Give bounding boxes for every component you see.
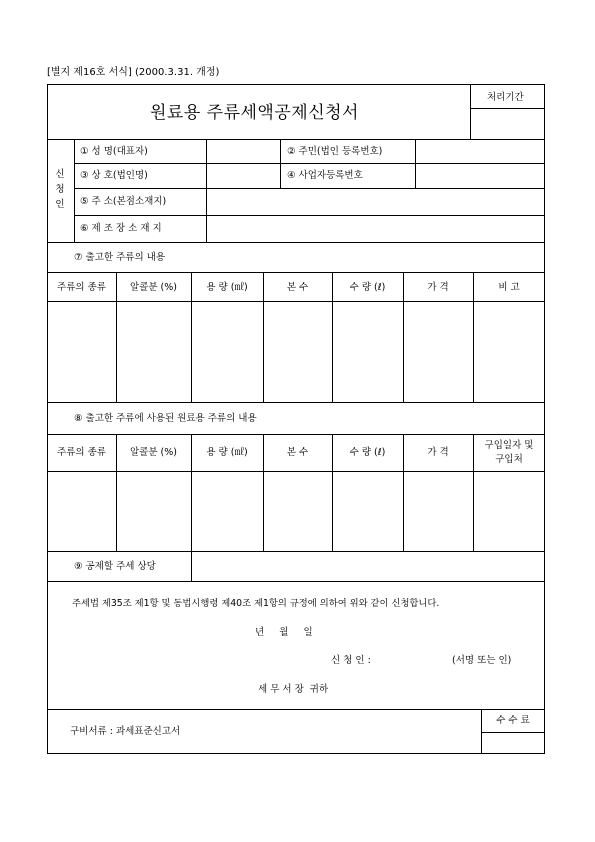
s8-cell-liquor-type[interactable] xyxy=(48,472,115,550)
s7-col-quantity: 수 량 (ℓ) xyxy=(349,282,386,293)
s8-col-liquor-type: 주류의 종류 xyxy=(57,447,106,458)
s7-col-volume: 용 량 (㎖) xyxy=(206,282,248,293)
biz-reg-field[interactable] xyxy=(416,164,544,187)
s8-col-quantity: 수 량 (ℓ) xyxy=(349,447,386,458)
form-number-note: [별지 제16호 서식] (2000.3.31. 개정) xyxy=(47,67,220,78)
s7-cell-bottles[interactable] xyxy=(264,302,331,401)
name-label: ① 성 명(대표자) xyxy=(80,146,148,157)
company-label: ③ 상 호(법인명) xyxy=(80,170,148,181)
section7-title: ⑦ 출고한 주류의 내용 xyxy=(74,252,165,263)
s7-cell-price[interactable] xyxy=(404,302,472,401)
fee-label: 수 수 료 xyxy=(496,715,530,726)
s7-cell-volume[interactable] xyxy=(192,302,262,401)
s8-cell-volume[interactable] xyxy=(192,472,262,550)
s7-cell-alcohol[interactable] xyxy=(117,302,190,401)
addressee: 세 무 서 장 귀하 xyxy=(258,684,329,695)
divider xyxy=(47,242,545,243)
divider xyxy=(280,139,281,188)
s7-cell-liquor-type[interactable] xyxy=(48,302,115,401)
factory-location-field[interactable] xyxy=(207,216,544,241)
processing-period-label: 처리기간 xyxy=(487,92,524,103)
section9-title: ⑨ 공제할 주세 상당 xyxy=(74,561,156,572)
s7-col-price: 가 격 xyxy=(427,282,449,293)
date-line: 년 월 일 xyxy=(255,627,313,638)
s8-cell-quantity[interactable] xyxy=(333,472,402,550)
s8-col-purchase-source: 구입처 xyxy=(495,454,523,465)
s8-cell-alcohol[interactable] xyxy=(117,472,190,550)
s8-cell-bottles[interactable] xyxy=(264,472,331,550)
factory-location-label: ⑥ 제 조 장 소 재 지 xyxy=(80,223,162,234)
s7-cell-remarks[interactable] xyxy=(474,302,544,401)
s7-col-bottles: 본 수 xyxy=(286,282,309,293)
fee-field[interactable] xyxy=(482,733,544,753)
s7-col-remarks: 비 고 xyxy=(498,282,520,293)
s8-col-bottles: 본 수 xyxy=(286,447,309,458)
divider xyxy=(47,581,545,582)
divider xyxy=(47,709,545,710)
s8-col-price: 가 격 xyxy=(427,447,449,458)
applicant-group-label-2: 청 xyxy=(55,184,65,195)
s7-cell-quantity[interactable] xyxy=(333,302,402,401)
resident-no-field[interactable] xyxy=(416,140,544,162)
divider xyxy=(47,402,545,403)
applicant-group-label-3: 인 xyxy=(55,199,65,210)
address-label: ⑤ 주 소(본점소재지) xyxy=(80,196,167,207)
s8-col-purchase-date: 구입일자 및 xyxy=(484,440,534,451)
s7-col-liquor-type: 주류의 종류 xyxy=(57,282,106,293)
name-field[interactable] xyxy=(207,140,279,162)
divider xyxy=(47,272,545,273)
applicant-signature-field[interactable] xyxy=(392,650,447,668)
s8-cell-price[interactable] xyxy=(404,472,472,550)
divider xyxy=(74,139,75,242)
s7-col-alcohol: 알콜분 (%) xyxy=(130,282,177,293)
form-title: 원료용 주류세액공제신청서 xyxy=(150,103,359,123)
resident-no-label: ② 주민(법인 등록번호) xyxy=(287,146,383,157)
company-field[interactable] xyxy=(207,164,279,187)
biz-reg-label: ④ 사업자등록번호 xyxy=(287,170,363,181)
s8-col-volume: 용 량 (㎖) xyxy=(206,447,248,458)
divider xyxy=(47,434,545,435)
s8-cell-purchase[interactable] xyxy=(474,472,544,550)
address-field[interactable] xyxy=(207,189,544,214)
signature-or-seal-label: (서명 또는 인) xyxy=(452,655,512,666)
attachments-note: 구비서류 : 과세표준신고서 xyxy=(70,726,181,737)
s8-col-alcohol: 알콜분 (%) xyxy=(130,447,177,458)
applicant-group-label-1: 신 xyxy=(55,169,65,180)
applicant-signature-label: 신 청 인 : xyxy=(331,655,371,666)
deduction-amount-field[interactable] xyxy=(192,552,544,580)
processing-period-value[interactable] xyxy=(471,109,544,138)
section8-title: ⑧ 출고한 주류에 사용된 원료용 주류의 내용 xyxy=(74,413,257,424)
declaration-statement: 주세법 제35조 제1항 및 동법시행령 제40조 제1항의 규정에 의하여 위와 같이 신청합니다. xyxy=(72,598,440,609)
